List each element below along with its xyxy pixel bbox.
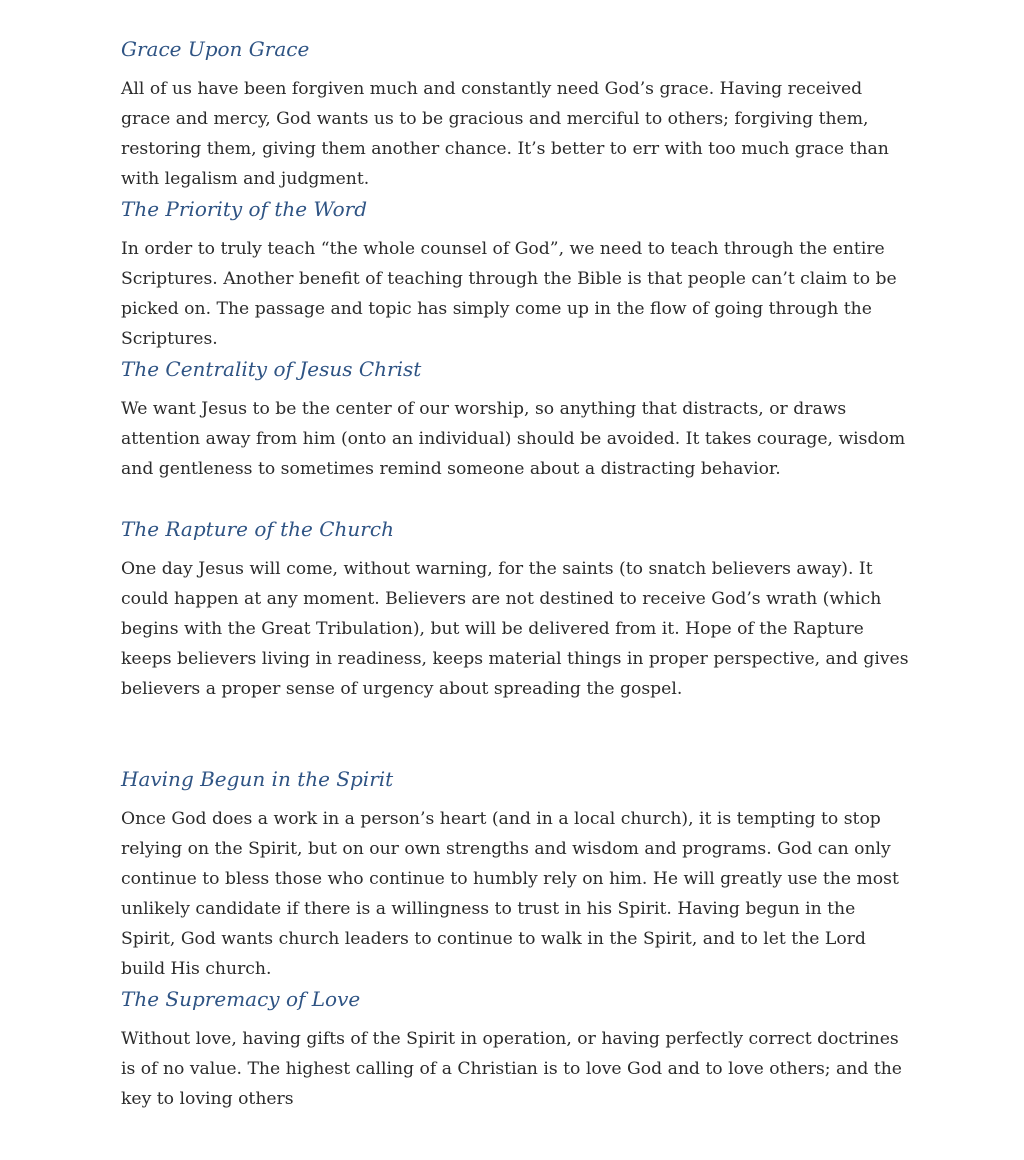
- section-body: One day Jesus will come, without warning, for the saints (to snatch believers away). It could happen at any moment. Believers are not destined to receive God’s wrath (which begins with the Great Tribulation), but will be delivered from it. Hope of the Rapture keeps believers living in readiness, keeps material things in proper perspective, and gives believers a proper sense of urgency about spreading the gospel.: [121, 559, 909, 699]
- section-heading: The Priority of the Word: [121, 197, 368, 221]
- section-having-begun-in-the-spirit: [121, 764, 911, 979]
- section-heading: The Rapture of the Church: [121, 517, 394, 541]
- section-centrality-of-jesus-christ: [121, 354, 911, 479]
- section-heading: The Centrality of Jesus Christ: [121, 357, 422, 381]
- section-body: In order to truly teach “the whole counsel of God”, we need to teach through the entire Scriptures. Another benefit of teaching through the Bible is that people can’t claim to be picked on. The passage and topic has simply come up in the flow of going through the Scriptures.: [121, 239, 897, 349]
- section-body: Once God does a work in a person’s heart (and in a local church), it is tempting to stop relying on the Spirit, but on our own strengths and wisdom and programs. God can only continue to bless those who continue to humbly rely on him. He will greatly use the most unlikely candidate if there is a willingness to trust in his Spirit. Having begun in the Spirit, God wants church leaders to continue to walk in the Spirit, and to let the Lord build His church.: [121, 809, 899, 979]
- section-body: All of us have been forgiven much and constantly need God’s grace. Having received grace and mercy, God wants us to be gracious and merciful to others; forgiving them, restoring them, giving them another chance. It’s better to err with too much grace than with legalism and judgment.: [121, 79, 889, 189]
- section-heading: Grace Upon Grace: [121, 37, 310, 61]
- section-heading: The Supremacy of Love: [121, 987, 361, 1011]
- section-body: We want Jesus to be the center of our worship, so anything that distracts, or draws attention away from him (onto an individual) should be avoided. It takes courage, wisdom and gentleness to sometimes remind someone about a distracting behavior.: [121, 399, 906, 479]
- section-supremacy-of-love: [121, 984, 911, 1109]
- section-grace-upon-grace: [121, 34, 911, 189]
- section-heading: Having Begun in the Spirit: [121, 767, 394, 791]
- section-rapture-of-the-church: [121, 514, 911, 699]
- section-body: Without love, having gifts of the Spirit in operation, or having perfectly correct doctrines is of no value. The highest calling of a Christian is to love God and to love others; and the key to loving others: [121, 1029, 902, 1109]
- section-priority-of-the-word: [121, 194, 911, 349]
